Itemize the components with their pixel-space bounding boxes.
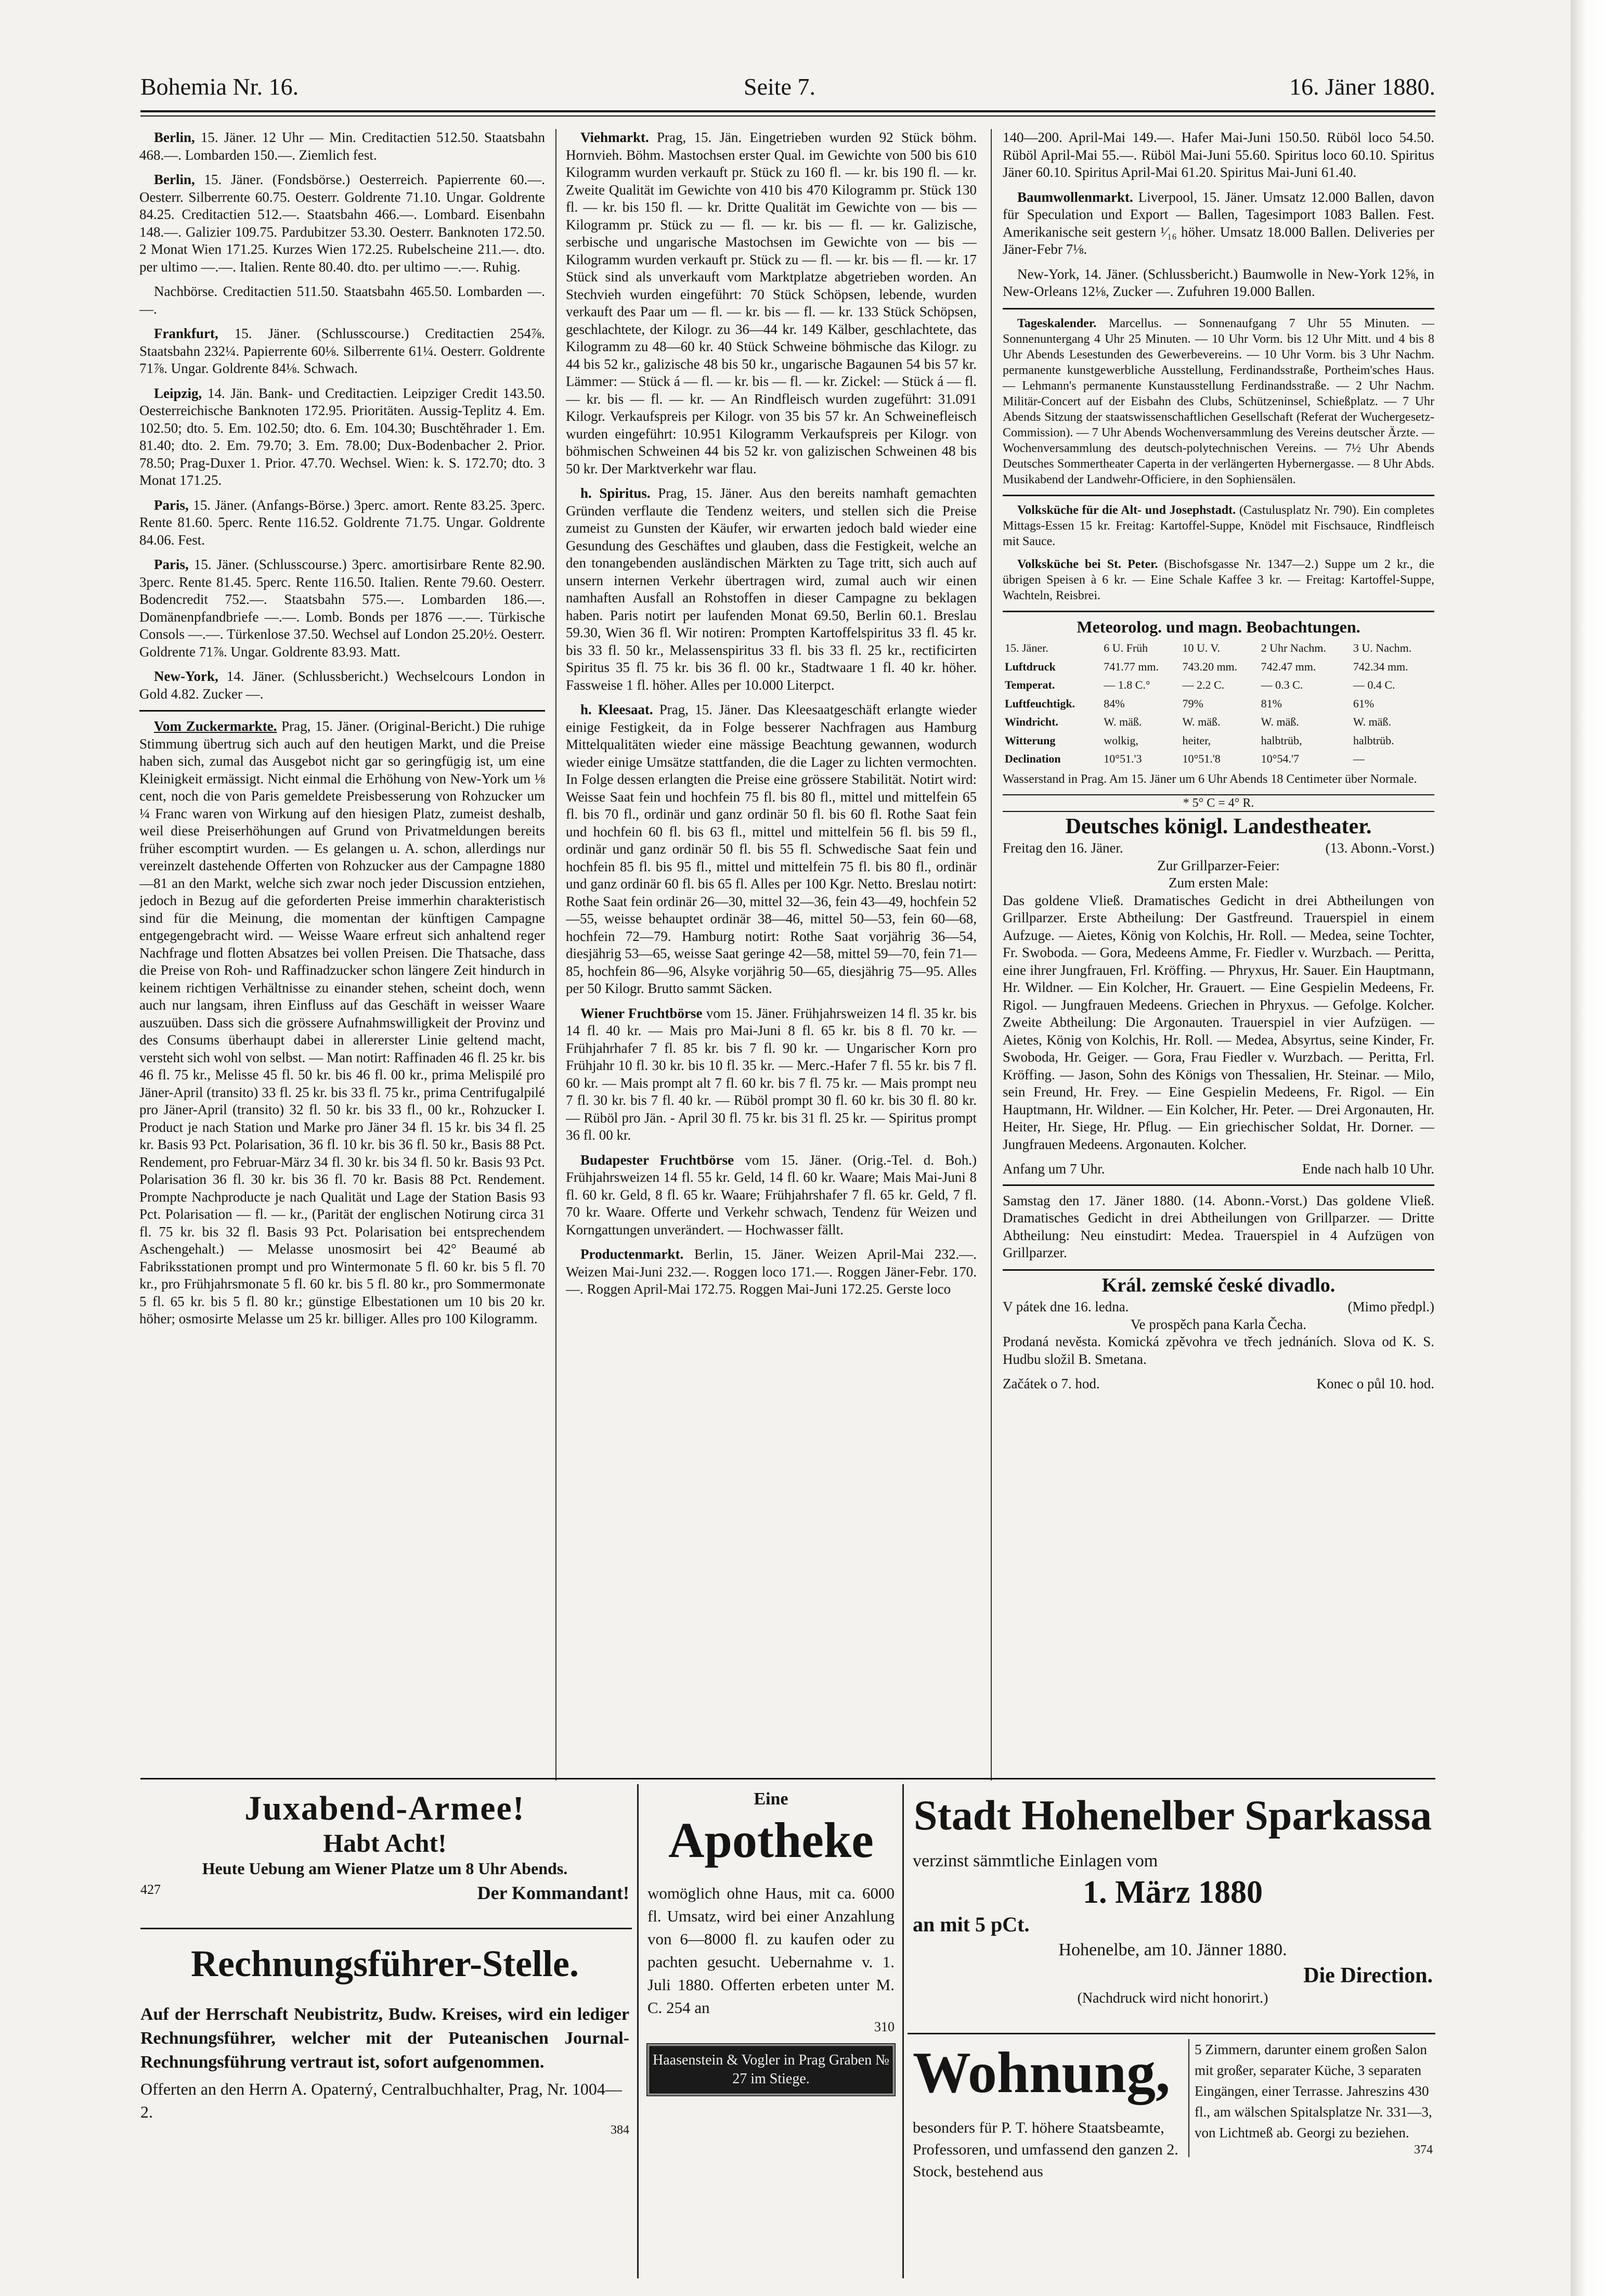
article-volkskueche-2 [1003,557,1434,603]
water-level-note: Wasserstand in Prag. Am 15. Jäner um 6 Uhr Abends 18 Centimeter über Normale. [1003,772,1417,786]
table-cell: W. mäß. [1182,715,1221,728]
table-row [1003,731,1434,750]
header-right: 16. Jäner 1880. [1289,73,1435,100]
table-header-cell: 10 U. V. [1182,641,1220,654]
czech-theatre-title: Král. zemské české divadlo. [1101,1274,1336,1296]
table-header-row [1003,639,1434,657]
czech-start: Začátek o 7. hod. [1003,1376,1100,1391]
article-spiritus [566,485,977,694]
ad-sparkassa [913,1789,1433,2029]
article-lead: Wiener Fruchtbörse [580,1005,703,1021]
article-productenmarkt [566,1246,977,1298]
theatre-programme: Das goldene Vließ. Dramatisches Gedicht in drei Abtheilungen von Grillparzer. Erste Abtheilung: Der Gastfreund. Trauerspiel in einem Aufzuge. — Aietes, König von Kolchis, Hr. Roll. — Medea, seine Tochter, Fr. Swoboda. — Gora, Medeens Amme, Fr. Fiedler v. Wurzbach. — Peritta, eine ihrer Jungfrauen, Frl. Kröffing. — Phryxus, Hr. Sauer. Ein Hauptmann, Hr. Wildner. — Ein Kolcher, Hr. Grauert. — Eine Gespielin Medeens, Fr. Rigol. — Jungfrauen Medeens. Griechen in Phryxus. — Gefolge. Kolcher. Zweite Abtheilung: Die Argonauten. Trauerspiel in vier Aufzügen. — Aietes, König von Kolchis, Hr. Roll. — Medea, Absyrtus, seine Kinder, Fr. Swoboda, Hr. Geiger. — Gora, Frau Fiedler v. Wurzbach. — Peritta, Frl. Kröffing. — Jason, Sohn des Königs von Thessalien, Hr. Steinar. — Milo, sein Freund, Hr. Frey. — Eine Gespielin Medeens, Fr. Rigol. — Ein Hauptmann, Hr. Wildner. — Ein Kolcher, Hr. Peter. — Drei Argonauten, Hr. Heiter, Hr. Siege, Hr. Pflug. — Ein griechischer Soldat, Hr. Dorner. — Jungfrauen Medeens. Argonauten. Kolcher. [1003,892,1434,1152]
czech-abonnement: (Mimo předpl.) [1347,1299,1434,1314]
article-zuckermarkt [139,718,545,1328]
table-cell: Luftfeuchtigk. [1005,696,1075,710]
table-cell: halbtrüb. [1353,733,1394,747]
table-cell: Windricht. [1005,715,1058,728]
ad-note: (Nachdruck wird nicht honorirt.) [1077,1990,1268,2006]
article-newyork-cotton: New-York, 14. Jäner. (Schlussbericht.) Baumwolle in New-York 12⅝, in New-Orleans 12⅛, Zucker —. Zufuhren 19.000 Ballen. [1003,266,1434,299]
section-rule [1003,1184,1434,1186]
czech-times [1003,1375,1434,1393]
theatre-first-time: Zum ersten Male: [1169,875,1268,891]
article-lead: h. Kleesaat. [580,702,653,717]
section-rule [1003,495,1434,496]
column-financial [139,129,545,1781]
ad-agency-box: Haasenstein & Vogler in Prag Graben № 27 im Stiege. [647,2044,895,2095]
theatre-date: Freitag den 16. Jäner. [1003,840,1123,856]
table-row [1003,657,1434,676]
ad-date: 1. März 1880 [1082,1875,1263,1910]
article-productenmarkt-cont: 140—200. April-Mai 149.—. Hafer Mai-Juni 150.50. Rüböl loco 54.50. Rüböl April-Mai 55.—. Rüböl Mai-Juni 55.60. Spiritus loco 60.10. Spiritus Jäner 60.10. Spiritus April-Mai 61.20. Spiritus Mai-Juni 61.40. [1003,130,1434,180]
article-paris-1 [139,497,545,549]
article-lead: Viehmarkt. [580,130,649,145]
article-nachboerse: Nachbörse. Creditactien 511.50. Staatsbahn 465.50. Lombarden —.—. [139,283,545,317]
article-volkskueche-1 [1003,502,1434,549]
ad-rule [140,1928,632,1929]
header-center: Seite 7. [744,73,815,100]
article-lead: h. Spiritus. [580,485,651,501]
article-baumwollenmarkt [1003,189,1434,259]
section-rule [1003,308,1434,309]
article-text: (Castulusplatz Nr. 790). Ein completes Mittags-Essen 15 kr. Freitag: Kartoffel-Suppe, Knödel mit Fischsauce, Rindfleisch mit Sauce. [1003,503,1434,548]
column-divider [991,129,992,1781]
table-cell: 10°51.'3 [1104,752,1142,765]
article-lead: Volksküche für die Alt- und Josephstadt. [1017,503,1236,517]
table-cell: W. mäß. [1104,715,1142,728]
ad-apotheke [647,1789,895,2278]
ad-eyebrow: Eine [754,1789,788,1809]
table-header-cell: 2 Uhr Nachm. [1261,641,1326,654]
czech-benefit: Ve prospěch pana Karla Čecha. [1130,1316,1307,1332]
ad-text: womöglich ohne Haus, mit ca. 6000 fl. Umsatz, wird bei einer Anzahlung von 6—8000 fl. zu kaufen oder zu pachten gesucht. Uebernahme v. 1. Juli 1880. Offerten erbeten unter M. C. 254 an [647,1884,895,2017]
table-cell: Temperat. [1005,678,1055,691]
article-leipzig [139,385,545,489]
theatre-date-row [1003,840,1434,857]
column-markets [566,129,977,1781]
article-lead: Vom Zuckermarkte. [154,718,277,734]
article-berlin-1 [139,129,545,164]
ad-place-date: Hohenelbe, am 10. Jänner 1880. [1058,1940,1287,1959]
table-cell: — 0.3 C. [1261,678,1303,691]
theatre-programme-saturday: Samstag den 17. Jäner 1880. (14. Abonn.-Vorst.) Das goldene Vließ. Dramatisches Gedicht in drei Abtheilungen von Grillparzer. — Dritte Abtheilung: Neu einstudirt: Medea. Trauerspiel in 4 Aufzügen von Grillparzer. [1003,1192,1434,1260]
table-cell: — 1.8 C.° [1104,678,1150,691]
table-row [1003,750,1434,768]
article-lead: Tageskalender. [1017,316,1097,330]
czech-date-row [1003,1298,1434,1316]
article-text: 15. Jäner. (Schlusscourse.) Creditactien 254⅞. Staatsbahn 232¼. Papierrente 60⅛. Silberrente 61¼. Oesterr. Goldrente 71⅞. Ungar. Goldrente 84⅛. Schwach. [139,326,545,376]
ad-number: 384 [611,2123,629,2137]
table-cell: — [1353,752,1365,765]
meteorology-table [1003,639,1434,768]
header-rule [140,110,1435,112]
article-paris-2 [139,556,545,661]
article-text: 15. Jäner. (Fondsbörse.) Oesterreich. Papierrente 60.—. Oesterr. Silberrente 60.75. Oesterr. Goldrente 71.10. Ungar. Goldrente 84.25. Creditactien 512.—. Staatsbahn 466.—. Lombard. Eisenbahn 148.—. Galizier 109.75. Pardubitzer 53.30. Oesterr. Banknoten 172.50. 2 Monat Wien 171.25. Kurzes Wien 172.25. Rubelscheine 211.—. dto. per ultimo —.—. Italien. Rente 80.40. dto. per ultimo —.—. Ruhig. [139,172,545,275]
article-text: Prag, 15. Jän. Eingetrieben wurden 92 Stück böhm. Hornvieh. Böhm. Mastochsen erster Qual. im Gewichte von 500 bis 610 Kilogramm wurden verkauft pr. Stück zu 160 fl. — kr. bis 190 fl. — kr. Zweite Qualität im Gewichte von 410 bis 470 Kilogramm pr. Stück 130 fl. — kr. bis 150 fl. — kr. Dritte Qualität im Gewichte von — bis — Kilogramm pr. Stück zu — fl. — kr. bis — fl. — kr. Galizische, serbische und ungarische Mastochsen im Gewichte von — bis — Kilogramm wurden verkauft pr. Stück zu — fl. — kr. bis — fl. — kr. 17 Stück sind als unverkauft vom Marktplatze abgetrieben worden. An Stechvieh wurden eingeführt: 70 Stück Schöpsen, lebende, wurden verkauft des Paar um — fl. — kr. bis — fl. — kr. 133 Stück Schöpsen, geschlachtete, der Kilogr. zu 36—44 kr. 149 Kälber, geschlachtete, das Kilogramm zu 48—60 kr. 40 Stück Schweine böhmische das Kilogr. zu 44 bis 52 kr., galizische 48 bis 50 kr., ungarische Bagaunen 54 bis 57 kr. Lämmer: — Stück á — fl. — kr. bis — fl. — kr. Zickel: — Stück á — fl. — kr. bis — fl. — kr. — An Rindfleisch wurden zugeführt: 31.091 Kilogr. Verkaufspreis per Kilogr. von 35 bis 57 kr. An Schweinefleisch wurden eingeführt: 10.951 Kilogramm Verkaufspreis per Kilogr. von böhmischen Schweinen 44 bis 52 kr. von galizischen Schweinen 48 bis 50 kr. Der Marktverkehr war flau. [566,130,977,476]
article-text: Berlin, 15. Jäner. Weizen April-Mai 232.—. Weizen Mai-Juni 232.—. Roggen loco 171.—. Roggen Jäner-Febr. 170.—. Roggen April-Mai 172.75. Roggen Mai-Juni 172.25. Gerste loco [566,1246,977,1297]
table-header-cell: 3 U. Nachm. [1353,641,1412,654]
column-calendar-theatre [1003,129,1434,1781]
table-row [1003,676,1434,694]
article-text: Prag, 15. Jäner. Aus den bereits namhaft gemachten Gründen verflaute die Tendenz weiters, und stellen sich die Preise zumeist zu Gunsten der Käufer, wir erwarten jedoch bald wieder eine Gesundung des Geschäftes und glauben, dass die Festigkeit, welche an den tonangebenden ausländischen Märkten zu Tage tritt, sich auch auf unsern internen Verkehr übertragen wird, zumal auch wir einen namhaften Ausfall an Rohstoffen in dieser Campagne zu beklagen haben. Paris notirt per laufenden Monat 69.50, Berlin 60.1. Breslau 59.30, Wien 36 fl. Wir notiren: Prompten Kartoffelspiritus 33 fl. 45 kr. bis 33 fl. 50 kr., Melassenspiritus 33 fl. bis 33 fl. 25 kr., rectificirten Spiritus 35 fl. 75 kr. bis 36 fl. 00 kr., Stadtwaare 1 fl. 40 kr. höher. Fassweise 1 fl. höher. Alles per 10.000 Literpct. [566,485,977,693]
article-lead: Berlin, [154,130,195,145]
article-lead: Berlin, [154,172,195,187]
table-cell: 743.20 mm. [1182,660,1238,673]
czech-date: V pátek dne 16. ledna. [1003,1299,1129,1314]
page-binding-edge [1571,0,1607,2296]
ads-divider [637,1784,639,2278]
ad-rechnungsfuehrer [140,1935,629,2278]
ad-text: verzinst sämmtliche Einlagen vom [913,1851,1158,1871]
table-cell: 81% [1261,696,1282,710]
article-lead: Leipzig, [154,385,202,401]
theatre-abonnement: (13. Abonn.-Vorst.) [1325,840,1434,856]
table-row [1003,713,1434,731]
ad-subtitle: Habt Acht! [323,1828,447,1858]
article-berlin-2 [139,171,545,276]
table-cell: 84% [1104,696,1125,710]
ad-footer [140,1882,629,1904]
article-frankfurt [139,325,545,378]
ad-title: Juxabend-Armee! [244,1789,525,1827]
table-cell: heiter, [1182,733,1211,747]
ad-rule [908,2033,1435,2034]
ad-title: Rechnungsführer-Stelle. [191,1943,579,1984]
article-kleesaat [566,701,977,998]
theatre-title: Deutsches königl. Landestheater. [1065,814,1372,839]
table-cell: halbtrüb, [1261,733,1302,747]
table-row [1003,694,1434,713]
ad-number: 427 [140,1882,161,1897]
article-newyork [139,668,545,703]
article-text: vom 15. Jäner. (Orig.-Tel. d. Boh.) Frühjahrsweizen 14 fl. 55 kr. Geld, 14 fl. 60 kr. Waare; Mais Mai-Juni 8 fl. 60 kr. Geld, 8 fl. 65 kr. Waare; Frühjahrshafer 7 fl. 65 kr. Geld, 7 fl. 70 kr. Waare. Offerte und Verkehr schwach, Tendenz für Weizen und Korngattungen unverändert. — Hochwasser fällt. [566,1152,977,1237]
table-header-cell: 6 U. Früh [1104,641,1148,654]
article-wiener-fruchtboerse [566,1005,977,1144]
ad-juxabend [140,1789,629,1925]
article-text: Prag, 15. Jäner. (Original-Bericht.) Die ruhige Stimmung übertrug sich auch auf den heutigen Markt, und die Preise haben sich, zumal das Ausgebot nicht gar so geringfügig ist, um eine Kleinigkeit ermässigt. Nicht einmal die Erhöhung von New-York um ⅛ cent, noch die von Paris gemeldete Preisbesserung von Rohzucker um ¼ Franc waren von Wirkung auf den hiesigen Platz, zumeist deshalb, weil diese Preiserhöhungen auf Grund von Privatmeldungen bereits früher escomptirt wurden. — Es gelangen u. A. schon, allerdings nur vereinzelt dastehende Offerten von Rohzucker aus der Campagne 1880—81 an den Markt, welche sich zwar noch jeder Discussion entziehen, jedoch in Bezug auf die geforderten Preise immerhin charakteristisch sind für die Meinung, die momentan der künftigen Campagne entgegengebracht wird. — Weisse Waare erfreut sich anhaltend reger Nachfrage und flotten Absatzes bei vollen Preisen. Die Thatsache, dass die Preise von Roh- und Raffinadzucker schon längere Zeit hindurch in keinem richtigen Verhältnisse zu einander stehen, scheint doch, wenn auch nur langsam, ihren Einfluss auf das Geschäft in weisser Waare auszuüben. Dass sich die grössere Aufnahmswilligkeit der Provinz und des Consums überhaupt dabei in allererster Linie geltend macht, versteht sich wohl von selbst. — Man notirt: Raffinaden 46 fl. 25 kr. bis 46 fl. 75 kr., Melisse 45 fl. 50 kr. bis 46 fl. 00 kr., prima Melispilé pro Jäner-April (transito) 33 fl. 25 kr. bis 33 fl. 75 kr., prima Centrifugalpilé pro Jäner-April (transito) 32 fl. 50 kr. bis 33 fl., 00 kr., Rohzucker I. Product je nach Station und Marke pro Jäner 34 fl. 15 kr. bis 34 fl. 25 kr. Basis 93 Pct. Polarisation, 36 fl. 10 kr. bis 36 fl. 50 kr., Basis 88 Pct. Rendement, pro Februar-März 34 fl. 30 kr. bis 34 fl. 50 kr. Basis 93 Pct. Polarisation 36 fl. 30 kr. bis 36 fl. 70 kr. Basis 88 Pct. Rendement. Prompte Nachproducte je nach Qualität und Lage der Station Basis 93 Pct. Polarisation — fl. — kr., (Parität der englischen Notirung circa 31 fl. 75 kr. bis 32 fl. Basis 93 Pct. Polarisation bei entsprechendem Aschengehalt.) — Melasse unosmosirt bei 42° Beaumé ab Fabriksstationen prompt und pro Wintermonate 5 fl. 60 kr. bis 5 fl. 70 kr., pro Frühjahrsmonate 5 fl. 60 kr. bis 5 fl. 80 kr., pro Sommermonate 5 fl. 65 kr. bis 5 fl. 80 kr.; günstige Elbestationen um 10 bis 20 kr. höher; osmosirte Melasse um 25 kr. billiger. Alles pro 100 Kilogramm. [139,718,545,1326]
theatre-end: Ende nach halb 10 Uhr. [1302,1161,1434,1177]
section-rule [1003,611,1434,612]
article-text: 14. Jän. Bank- und Creditactien. Leipziger Credit 143.50. Oesterreichische Banknoten 172.95. Prioritäten. Aussig-Teplitz 4. Em. 102.50; dto. 5. Em. 102.50; dto. 6. Em. 104.30; Buschtěhrader 1. Em. 81.40; dto. 2. Em. 79.70; 3. Em. 78.00; Dux-Bodenbacher 2. Prior. 78.50; Prag-Duxer 1. Prior. 47.70. Wechsel. Wien: k. S. 172.70; dto. 3 Monat 171.25. [139,385,545,488]
ads-divider [902,1784,904,2278]
ad-title: Apotheke [668,1812,874,1868]
table-cell: Declination [1005,752,1061,765]
temperature-conversion-note: * 5° C = 4° R. [1003,794,1434,812]
article-lead: New-York, [154,668,218,684]
table-cell: 742.47 mm. [1261,660,1316,673]
table-cell: Witterung [1005,733,1056,747]
table-cell: 10°51.'8 [1182,752,1221,765]
ad-text: besonders für P. T. höhere Staatsbeamte, Professoren, und umfassend den ganzen 2. Stock, bestehend aus [913,2119,1178,2180]
theatre-festival: Zur Grillparzer-Feier: [1157,857,1280,873]
section-rule [139,710,545,712]
ad-rate: an mit 5 pCt. [913,1913,1030,1936]
meteorology-title: Meteorolog. und magn. Beobachtungen. [1077,617,1360,636]
article-tageskalender [1003,316,1434,487]
table-cell: Luftdruck [1005,660,1056,673]
article-text: 15. Jäner. (Anfangs-Börse.) 3perc. amort. Rente 83.25. 3perc. Rente 81.60. 5perc. Rente 116.52. Goldrente 71.75. Ungar. Goldrente 84.06. Fest. [139,497,545,548]
article-text: 14. Jäner. (Schlussbericht.) Wechselcours London in Gold 4.82. Zucker —. [139,668,545,702]
table-header-cell: 15. Jäner. [1005,641,1048,654]
ad-details: 5 Zimmern, darunter einem großen Salon mit großer, separater Küche, 3 separaten Eingängen, einer Terrasse. Jahreszins 430 fl., am wälschen Spitalsplatze Nr. 331—3, von Lichtmeß ab. Georgi zu beziehen. [1195,2042,1432,2140]
ad-title: Stadt Hohenelber Sparkassa [913,1791,1432,1839]
section-rule [1003,1269,1434,1271]
header-rule-thin [140,115,1435,117]
ad-number: 374 [1414,2143,1433,2157]
column-divider [555,129,556,1781]
table-cell: W. mäß. [1261,715,1299,728]
ads-top-rule [140,1778,1435,1779]
table-cell: — 0.4 C. [1353,678,1395,691]
article-lead: Budapester Fruchtbörse [580,1152,734,1168]
czech-programme: Prodaná nevěsta. Komická zpěvohra ve třech jednáních. Slova od K. S. Hudbu složil B. Smetana. [1003,1334,1434,1367]
ad-text: Auf der Herrschaft Neubistritz, Budw. Kreises, wird ein lediger Rechnungsführer, welcher mit der Puteanischen Journal-Rechnungsführung vertraut ist, sofort aufgenommen. [140,2005,629,2072]
table-cell: 741.77 mm. [1104,660,1159,673]
article-viehmarkt [566,129,977,478]
article-text: 15. Jäner. (Schlusscourse.) 3perc. amortisirbare Rente 82.90. 3perc. Rente 81.45. 5perc. Rente 116.50. Italien. Rente 79.60. Oesterr. Bodencredit 752.—. Staatsbahn 575.—. Lombarden 186.—. Domänenpfandbriefe —.—. Lomb. Bonds per 1876 —.—. Türkische Consols —.—. Türkenlose 37.50. Wechsel auf London 25.20½. Oesterr. Goldrente 71⅞. Ungar. Goldrente 83.93. Matt. [139,557,545,660]
article-text: Marcellus. — Sonnenaufgang 7 Uhr 55 Minuten. — Sonnenuntergang 4 Uhr 25 Minuten. — 10 Uhr Vorm. bis 12 Uhr Mitt. und 4 bis 8 Uhr Abends Lesestunden des Gewerbevereins. — 10 Uhr Vorm. bis 3 Uhr Nachm. permanente kunstgewerbliche Ausstellung, Ferdinandsstraße, Portheim'sches Haus. — Lehmann's permanente Kunstausstellung Ferdinandsstraße. — 2 Uhr Nachm. Militär-Concert auf der Eisbahn des Clubs, Schützeninsel, Schießplatz. — 7 Uhr Abends Sitzung der staatswissenschaftlichen Gesellschaft (Referat der Wuchergesetz-Commission). — 7 Uhr Abends Wochenversammlung des Vereins deutscher Ärzte. — Wochenversammlung des deutsch-polytechnischen Vereins. — 7½ Uhr Abends Deutsches Sommertheater Caperta in der verlängerten Hybernergasse. — 8 Uhr Abds. Musikabend der Landwehr-Officiere, in den Sophiensälen. [1003,316,1434,486]
table-cell: 742.34 mm. [1353,660,1408,673]
table-cell: W. mäß. [1353,715,1391,728]
theatre-start: Anfang um 7 Uhr. [1003,1161,1105,1177]
ad-title: Wohnung, [913,2041,1170,2105]
article-lead: Paris, [154,557,189,572]
article-text: (Bischofsgasse Nr. 1347—2.) Suppe um 2 kr., die übrigen Speisen à 6 kr. — Eine Schale Kaffee 3 kr. — Freitag: Kartoffel-Suppe, Wachteln, Reisbrei. [1003,557,1434,602]
theatre-times [1003,1160,1434,1178]
ad-signature: Die Direction. [1303,1964,1433,1988]
table-cell: wolkig, [1104,733,1138,747]
ad-contact: Offerten an den Herrn A. Opaterný, Centralbuchhalter, Prag, Nr. 1004—2. [140,2080,622,2121]
article-text: Liverpool, 15. Jäner. Umsatz 12.000 Ballen, davon für Speculation und Export — Ballen, Tagesimport 1083 Ballen. Fest. Amerikanische seit gestern ¹⁄₁₆ höher. Umsatz 18.000 Ballen. Deliveries per Jäner-Febr 7⅛. [1003,189,1434,257]
article-lead: Paris, [154,497,189,513]
ad-wohnung [913,2039,1433,2278]
article-lead: Productenmarkt. [580,1246,684,1262]
article-text: 15. Jäner. 12 Uhr — Min. Creditactien 512.50. Staatsbahn 468.—. Lombarden 150.—. Ziemlich fest. [139,130,545,163]
ad-text: Heute Uebung am Wiener Platze um 8 Uhr Abends. [202,1859,568,1878]
article-lead: Volksküche bei St. Peter. [1017,557,1158,571]
table-cell: 79% [1182,696,1203,710]
article-text: vom 15. Jäner. Frühjahrsweizen 14 fl. 35 kr. bis 14 fl. 40 kr. — Mais pro Mai-Juni 8 fl. 65 kr. bis 8 fl. 70 kr. — Frühjahrhafer 7 fl. 85 kr. bis 7 fl. 90 kr. — Ungarischer Korn pro Frühjahr 10 fl. 30 kr. bis 10 fl. 35 kr. — Merc.-Hafer 7 fl. 55 kr. bis 7 fl. 60 kr. — Mais prompt alt 7 fl. 60 kr. bis 7 fl. 75 kr. — Mais prompt neu 7 fl. 30 kr. bis 7 fl. 40 kr. — Rüböl prompt 30 fl. 60 kr. bis 30 fl. 80 kr. — Rüböl pro Jän. - April 30 fl. 75 kr. bis 31 fl. 25 kr. — Spiritus prompt 36 fl. 00 kr. [566,1005,977,1143]
table-cell: 61% [1353,696,1375,710]
table-cell: 10°54.'7 [1261,752,1299,765]
page-header [140,73,1435,114]
article-text: Prag, 15. Jäner. Das Kleesaatgeschäft erlangte wieder einige Festigkeit, da in Folge besserer Nachfragen aus Hamburg Mittelqualitäten wieder eine mässige Beachtung gewannen, wodurch wieder einige Umsätze stattfanden, die die Lager zu lichten vermochten. In Folge dessen erlangten die Preise eine grössere Stabilität. Notirt wird: Weisse Saat fein und hochfein 75 fl. bis 80 fl., mittel und mittelfein 65 fl. bis 70 fl., ordinär und ganz ordinär 50 fl. bis 60 fl. Rothe Saat fein und hochfein 60 fl. bis 63 fl., mittel und mittelfein 56 fl. bis 59 fl., ordinär und ganz ordinär 50 fl. bis 55 fl. Schwedische Saat fein und hochfein 85 fl. bis 95 fl., mittel und mittelfein 75 fl. bis 80 fl., ordinär und ganz ordinär 60 fl. bis 65 fl. Alles per 100 Kgr. Netto. Breslau notirt: Rothe Saat fein ordinär 26—30, mittel 32—36, fein 43—49, hochfein 52—55, weisse behauptet ordinär 38—46, mittel 50—53, fein 60—68, hochfein 72—79. Hamburg notirt: Rothe Saat vorjährig 36—54, diesjährig 53—65, weisse Saat geringe 42—58, mittel 59—70, fein 71—85, hochfein 86—96, Alsyke vorjährig 50—65, diesjährig 75—95. Alles per 50 Kilogr. Brutto sammt Säcken. [566,702,977,996]
article-lead: Baumwollenmarkt. [1017,189,1133,205]
table-cell: — 2.2 C. [1182,678,1225,691]
article-budapester-fruchtboerse [566,1152,977,1239]
ad-signature: Der Kommandant! [477,1882,629,1903]
article-lead: Frankfurt, [154,326,218,341]
czech-end: Konec o půl 10. hod. [1316,1376,1434,1391]
ad-number: 310 [874,2019,895,2034]
header-left: Bohemia Nr. 16. [140,73,299,100]
